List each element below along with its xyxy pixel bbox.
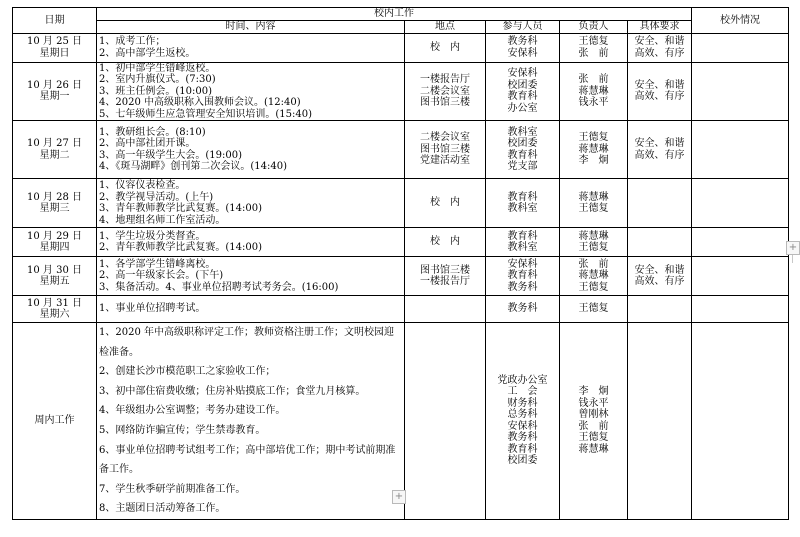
weekday-text: 星期日: [39, 47, 70, 59]
participant-item: 工 会: [507, 386, 538, 398]
participant-item: 安保科: [507, 258, 538, 270]
schedule-row: [13, 228, 789, 257]
content-item: 2、教学视导活动。(上午): [99, 191, 214, 203]
date-cell: [13, 33, 97, 62]
responsible-cell: [560, 121, 628, 179]
requirement-item: 安全、和谐: [634, 264, 685, 276]
content-item: 1、各学部学生错峰离校。: [99, 258, 216, 270]
responsible-cell: [560, 257, 628, 296]
participant-item: 教务科: [507, 281, 538, 293]
schedule-row: [13, 33, 789, 62]
content-item: 2、青年教师教学比武复赛。(14:00): [99, 242, 262, 253]
weekly-responsible-cell: [560, 323, 628, 520]
requirements-cell: [628, 296, 692, 323]
date-cell: [13, 62, 97, 121]
location-cell: [405, 179, 486, 228]
header-requirements: 具体要求: [628, 20, 692, 33]
participant-item: 教育科: [507, 91, 538, 103]
participants-cell: [486, 179, 560, 228]
weekday-text: 星期一: [39, 91, 70, 103]
schedule-body: [13, 33, 789, 519]
weekly-location-cell: [405, 323, 486, 520]
participant-item: 教务科: [507, 36, 538, 47]
schedule-sheet: [12, 7, 789, 520]
weekly-requirements-cell: [628, 323, 692, 520]
weekday-text: 星期二: [39, 149, 70, 161]
requirement-item: 高效、有序: [634, 149, 685, 161]
participant-item: 财务科: [507, 397, 538, 409]
content-item: 1、教研组长会。(8:10): [99, 126, 206, 138]
responsible-item: 李 炯: [578, 155, 609, 167]
date-cell: [13, 121, 97, 179]
content-item: 1、仪容仪表检查。: [99, 180, 186, 191]
date-text: 10 月 27 日: [27, 138, 82, 149]
location-cell: [405, 121, 486, 179]
date-cell: [13, 257, 97, 296]
content-item: 1、事业单位招聘考试。: [99, 303, 206, 315]
participants-cell: [486, 296, 560, 323]
requirement-item: 高效、有序: [634, 47, 685, 59]
participant-item: 总务科: [507, 409, 538, 421]
responsible-cell: [560, 296, 628, 323]
weekday-text: 星期三: [39, 203, 70, 214]
participants-cell: [486, 62, 560, 121]
weekday-text: 星期四: [39, 242, 70, 253]
content-item: 4、2020 中高级职称入围教师会议。(12:40): [99, 97, 301, 108]
off-campus-cell: [692, 179, 789, 228]
content-item: 2、高一年级家长会。(下午): [99, 270, 224, 282]
participant-item: 教育科: [507, 149, 538, 161]
schedule-row: [13, 121, 789, 179]
content-item: 2、高中部学生返校。: [99, 47, 196, 59]
schedule-row: [13, 62, 789, 121]
content-item: 3、班主任例会。(10:00): [99, 85, 212, 97]
content-item: 2、室内升旗仪式。(7:30): [99, 74, 216, 85]
participant-item: 教务科: [507, 432, 538, 444]
table-bottom-add-handle[interactable]: +: [392, 490, 406, 504]
header-date: 日期: [13, 8, 97, 34]
content-cell: [97, 62, 405, 121]
location-item: 党建活动室: [420, 155, 470, 167]
requirements-cell: [628, 62, 692, 121]
responsible-cell: [560, 62, 628, 121]
responsible-item: 张 前: [578, 420, 609, 432]
weekday-text: 星期五: [39, 276, 70, 287]
participant-item: 教科室: [507, 203, 538, 214]
content-cell: [97, 33, 405, 62]
responsible-item: 王德复: [578, 132, 609, 144]
participant-item: 教科室: [507, 242, 538, 253]
requirement-item: 安全、和谐: [634, 36, 685, 47]
requirement-item: 高效、有序: [634, 276, 685, 287]
location-item: 二楼会议室: [420, 85, 470, 97]
responsible-item: 张 前: [578, 258, 609, 270]
header-location: 地点: [405, 20, 486, 33]
responsible-item: 张 前: [578, 47, 609, 59]
participant-item: 校团委: [507, 79, 538, 91]
responsible-item: 王德复: [578, 203, 609, 214]
header-participants: 参与人员: [486, 20, 560, 33]
header-on-campus: 校内工作: [97, 8, 692, 21]
weekly-item: 4、年级组办公室调整；考务办建设工作。: [99, 405, 286, 417]
weekly-participants-cell: [486, 323, 560, 520]
date-text: 10 月 29 日: [27, 230, 82, 242]
participant-item: 安保科: [507, 47, 538, 59]
date-cell: [13, 228, 97, 257]
participant-item: 教育科: [507, 230, 538, 242]
content-cell: [97, 121, 405, 179]
content-item: 3、集备活动。4、事业单位招聘考试考务会。(16:00): [99, 281, 339, 293]
responsible-item: 王德复: [578, 281, 609, 293]
content-cell: [97, 257, 405, 296]
content-cell: [97, 228, 405, 257]
location-item: 图书馆三楼: [420, 264, 470, 276]
content-item: 1、学生垃圾分类督查。: [99, 230, 206, 242]
schedule-row: [13, 257, 789, 296]
requirements-cell: [628, 257, 692, 296]
requirement-item: 安全、和谐: [634, 79, 685, 91]
location-item: 校 内: [430, 41, 460, 53]
location-cell: [405, 296, 486, 323]
participants-cell: [486, 33, 560, 62]
off-campus-cell: [692, 33, 789, 62]
location-item: 图书馆三楼: [420, 97, 470, 108]
weekly-item: 7、学生秋季研学前期准备工作。: [99, 483, 246, 495]
participant-item: 教科室: [507, 126, 538, 138]
responsible-item: 蒋慧琳: [578, 230, 609, 242]
weekly-item: 8、主题团日活动筹备工作。: [99, 503, 226, 515]
participant-item: 校团委: [507, 138, 538, 149]
responsible-item: 王德复: [578, 242, 609, 253]
off-campus-cell: [692, 296, 789, 323]
content-cell: [97, 179, 405, 228]
content-item: 1、初中部学生错峰返校。: [99, 62, 216, 74]
weekday-text: 星期六: [39, 309, 70, 320]
responsible-item: 张 前: [578, 74, 609, 85]
requirements-cell: [628, 228, 692, 257]
requirements-cell: [628, 179, 692, 228]
responsible-cell: [560, 33, 628, 62]
content-cell: [97, 296, 405, 323]
content-item: 1、成考工作；: [99, 36, 166, 47]
weekly-off-campus-cell: [692, 323, 789, 520]
participant-item: 安保科: [507, 420, 538, 432]
date-cell: [13, 179, 97, 228]
participant-item: 党政办公室: [497, 374, 548, 386]
content-item: 5、七年级师生应急管理安全知识培训。(15:40): [99, 108, 312, 120]
schedule-row: [13, 296, 789, 323]
location-item: 校 内: [430, 236, 460, 248]
participant-item: 党支部: [507, 161, 538, 172]
location-item: 图书馆三楼: [420, 143, 470, 155]
participant-item: 办公室: [507, 102, 538, 114]
content-item: 4、地理组名师工作室活动。: [99, 214, 226, 226]
weekly-schedule-table: [12, 7, 789, 520]
participant-item: 教育科: [507, 191, 538, 203]
content-item: 2、高中部社团开课。: [99, 138, 196, 149]
participant-item: 校团委: [507, 455, 538, 467]
date-text: 10 月 31 日: [27, 297, 82, 309]
weekly-item: 6、事业单位招聘考试组考工作；高中部培优工作；期中考试前期准备工作。: [99, 444, 396, 476]
location-item: 二楼会议室: [420, 132, 470, 144]
requirement-item: 高效、有序: [634, 91, 685, 103]
weekly-item: 2、创建长沙市模范职工之家验收工作；: [99, 366, 276, 378]
responsible-item: 蒋慧琳: [578, 443, 609, 455]
content-item: 3、高一年级学生大会。(19:00): [99, 149, 242, 161]
location-cell: [405, 228, 486, 257]
weekly-item: 3、初中部住宿费收缴；住房补贴摸底工作；食堂九月核算。: [99, 385, 366, 397]
responsible-item: 蒋慧琳: [578, 191, 609, 203]
off-campus-cell: [692, 228, 789, 257]
date-text: 10 月 28 日: [27, 191, 82, 203]
location-item: 一楼报告厅: [420, 74, 470, 85]
schedule-row: [13, 179, 789, 228]
responsible-item: 王德复: [578, 36, 609, 47]
content-item: 4、《斑马湖畔》创刊第二次会议。(14:40): [99, 161, 287, 172]
date-text: 10 月 30 日: [27, 264, 82, 276]
location-cell: [405, 257, 486, 296]
row-add-handle[interactable]: +: [786, 241, 800, 255]
location-cell: [405, 62, 486, 121]
date-text: 10 月 25 日: [27, 36, 82, 47]
responsible-item: 曾刚林: [578, 409, 609, 421]
participant-item: 教育科: [507, 270, 538, 282]
participant-item: 安保科: [507, 68, 538, 80]
off-campus-cell: [692, 62, 789, 121]
weekly-label-cell: [13, 323, 97, 520]
location-item: 一楼报告厅: [420, 276, 470, 287]
weekly-content-cell: [97, 323, 405, 520]
responsible-item: 钱永平: [578, 97, 609, 108]
header-off-campus: 校外情况: [692, 8, 789, 34]
participants-cell: [486, 228, 560, 257]
date-text: 10 月 26 日: [27, 79, 82, 91]
participants-cell: [486, 257, 560, 296]
responsible-item: 王德复: [578, 303, 609, 315]
requirements-cell: [628, 33, 692, 62]
responsible-cell: [560, 179, 628, 228]
location-cell: [405, 33, 486, 62]
participant-item: 教务科: [507, 303, 538, 315]
responsible-item: 李 炯: [578, 386, 609, 398]
header-responsible: 负责人: [560, 20, 628, 33]
responsible-item: 钱永平: [578, 397, 609, 409]
responsible-item: 王德复: [578, 432, 609, 444]
weekly-item: 1、2020 年中高级职称评定工作；教师资格注册工作；文明校园迎检准备。: [99, 327, 394, 358]
weekly-label: 周内工作: [34, 415, 75, 427]
off-campus-cell: [692, 257, 789, 296]
responsible-item: 蒋慧琳: [578, 143, 609, 155]
header-time-content: 时间、内容: [97, 20, 405, 33]
requirements-cell: [628, 121, 692, 179]
weekly-item: 5、网络防诈骗宣传；学生禁毒教育。: [99, 424, 266, 436]
content-item: 3、青年教师教学比武复赛。(14:00): [99, 203, 262, 214]
participants-cell: [486, 121, 560, 179]
participant-item: 教育科: [507, 443, 538, 455]
date-cell: [13, 296, 97, 323]
responsible-cell: [560, 228, 628, 257]
off-campus-cell: [692, 121, 789, 179]
responsible-item: 蒋慧琳: [578, 270, 609, 282]
requirement-item: 安全、和谐: [634, 138, 685, 149]
responsible-item: 蒋慧琳: [578, 85, 609, 97]
location-item: 校 内: [430, 197, 460, 209]
